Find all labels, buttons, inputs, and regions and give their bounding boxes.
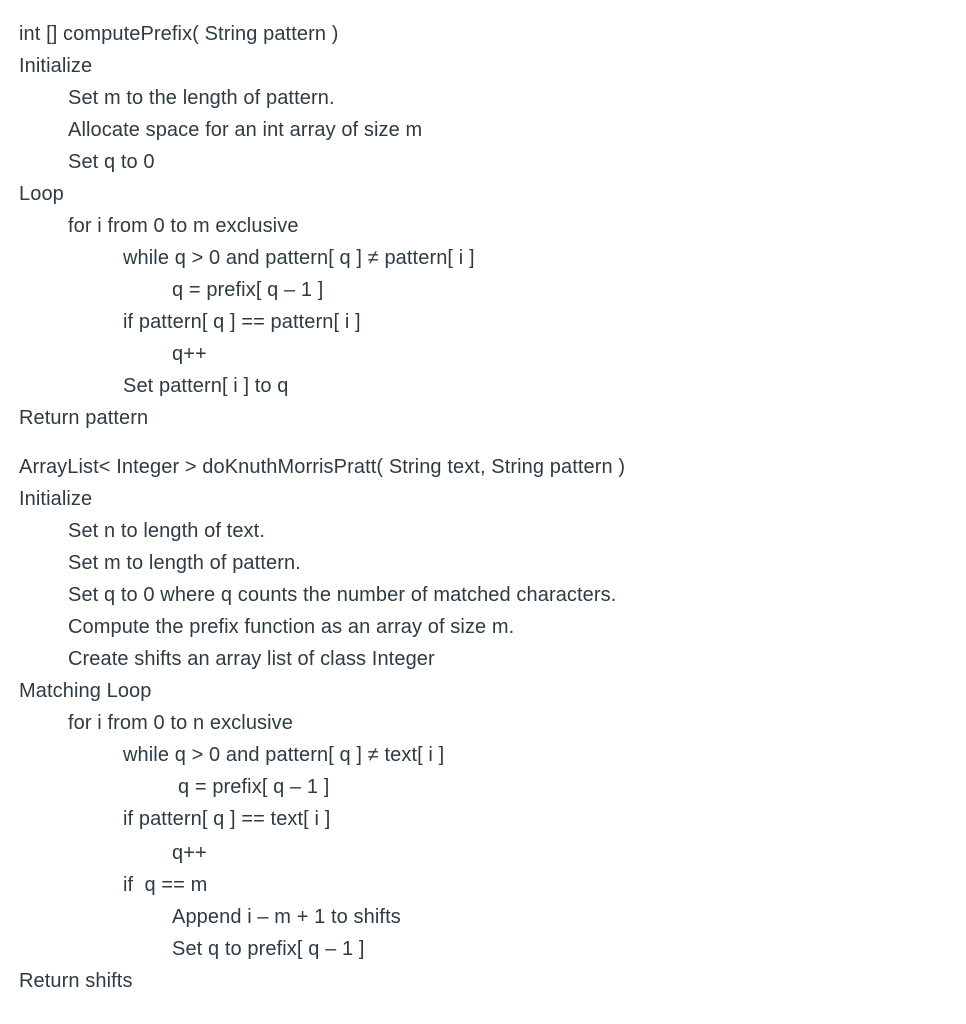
compute-prefix-while-body: q = prefix[ q – 1 ]	[172, 279, 324, 301]
kmp-loop-heading: Matching Loop	[19, 680, 152, 702]
kmp-initialize-heading: Initialize	[19, 488, 93, 510]
compute-prefix-loop-heading: Loop	[19, 183, 64, 205]
kmp-init-line: Set q to 0 where q counts the number of matched characters.	[68, 584, 617, 606]
compute-prefix-while-line: while q > 0 and pattern[ q ] ≠ pattern[ i ]	[123, 247, 475, 269]
kmp-return-line: Return shifts	[19, 970, 133, 992]
compute-prefix-init-line: Set q to 0	[68, 151, 155, 173]
kmp-if-body: q++	[172, 842, 207, 864]
kmp-if-match-line: if q == m	[123, 874, 208, 896]
compute-prefix-initialize-heading: Initialize	[19, 55, 93, 77]
kmp-init-line: Set m to length of pattern.	[68, 552, 301, 574]
kmp-init-line: Set n to length of text.	[68, 520, 265, 542]
kmp-init-line: Create shifts an array list of class Integer	[68, 648, 435, 670]
compute-prefix-init-line: Allocate space for an int array of size m	[68, 119, 423, 141]
kmp-if-line: if pattern[ q ] == text[ i ]	[123, 808, 331, 830]
compute-prefix-for-line: for i from 0 to m exclusive	[68, 215, 299, 237]
compute-prefix-signature: int [] computePrefix( String pattern )	[19, 23, 339, 45]
kmp-signature: ArrayList< Integer > doKnuthMorrisPratt( String text, String pattern )	[19, 456, 626, 478]
kmp-match-body-line: Append i – m + 1 to shifts	[172, 906, 401, 928]
compute-prefix-set-line: Set pattern[ i ] to q	[123, 375, 289, 397]
kmp-init-line: Compute the prefix function as an array of size m.	[68, 616, 515, 638]
compute-prefix-init-line: Set m to the length of pattern.	[68, 87, 335, 109]
kmp-match-body-line: Set q to prefix[ q – 1 ]	[172, 938, 365, 960]
compute-prefix-return-line: Return pattern	[19, 407, 149, 429]
kmp-for-line: for i from 0 to n exclusive	[68, 712, 294, 734]
compute-prefix-if-body: q++	[172, 343, 207, 365]
kmp-while-body: q = prefix[ q – 1 ]	[178, 776, 330, 798]
kmp-while-line: while q > 0 and pattern[ q ] ≠ text[ i ]	[123, 744, 445, 766]
compute-prefix-if-line: if pattern[ q ] == pattern[ i ]	[123, 311, 361, 333]
